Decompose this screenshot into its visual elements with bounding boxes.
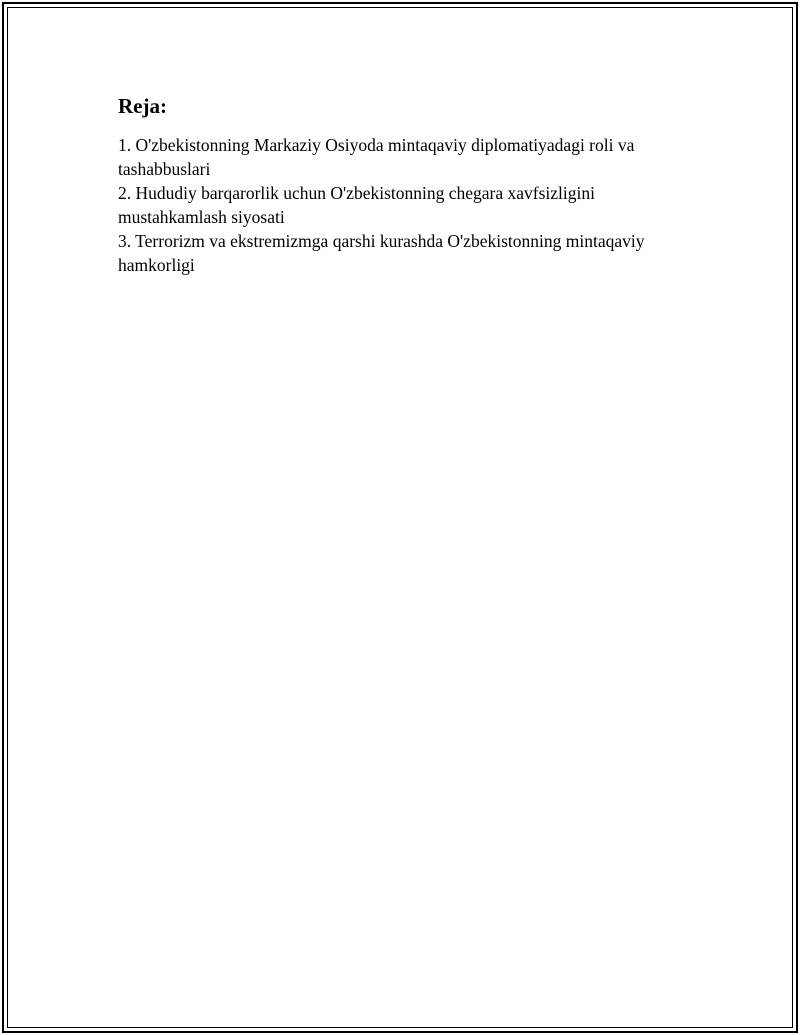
plan-item-2: 2. Hududiy barqarorlik uchun O'zbekistonning chegara xavfsizligini mustahkamlash siyosati bbox=[118, 183, 595, 227]
document-body bbox=[118, 93, 698, 277]
plan-item-3: 3. Terrorizm va ekstremizmga qarshi kurashda O'zbekistonning mintaqaviy hamkorligi bbox=[118, 231, 645, 275]
plan-item-1: 1. O'zbekistonning Markaziy Osiyoda mintaqaviy diplomatiyadagi roli va tashabbuslari bbox=[118, 135, 635, 179]
plan-heading: Reja: bbox=[118, 94, 167, 118]
plan-list bbox=[118, 133, 698, 277]
